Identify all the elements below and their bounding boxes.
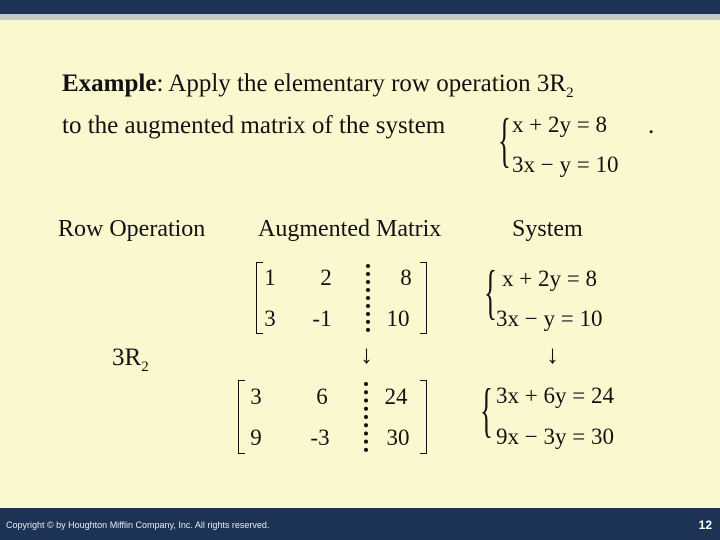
matrix2-right-bracket xyxy=(420,380,427,454)
row-operation-label: $3R_2$ xyxy=(112,344,149,375)
matrix1-cell: 2 xyxy=(320,265,332,290)
example-line-1 xyxy=(62,70,574,102)
matrix1-cell: 1 xyxy=(264,265,276,290)
system-eq-1: x + 2y = 8 xyxy=(512,112,607,137)
matrix1-cell: 8 xyxy=(400,265,412,290)
system2-eq-2: 3x − y = 10 xyxy=(496,306,603,331)
matrix2-augment-line xyxy=(364,382,368,452)
example-line-2: to the augmented matrix of the system xyxy=(62,112,446,139)
page-number: 12 xyxy=(698,518,712,532)
matrix1-augment-line xyxy=(366,264,370,332)
row-operation-subscript: 2 xyxy=(141,359,149,375)
footer-bar xyxy=(0,508,720,540)
matrix2-cell: 24 xyxy=(384,384,408,409)
matrix2-cell: 30 xyxy=(386,425,410,450)
system-eq-2: 3x − y = 10 xyxy=(512,152,619,177)
system3-eq-2: 9x − 3y = 30 xyxy=(496,424,614,449)
copyright-text: Copyright © by Houghton Mifflin Company, Inc. All rights reserved. xyxy=(6,520,270,530)
example-period: . xyxy=(648,112,655,139)
top-bar xyxy=(0,0,720,14)
system2-brace: { xyxy=(484,259,497,325)
example-text: : Apply the elementary row operation 3R xyxy=(156,70,567,97)
system-brace: { xyxy=(498,107,511,173)
matrix1-cell: 10 xyxy=(386,306,410,331)
matrix2-cell: 3 xyxy=(250,384,262,409)
header-row-operation: Row Operation xyxy=(58,216,206,242)
system3-eq-1: 3x + 6y = 24 xyxy=(496,383,614,408)
down-arrow-icon: ↓ xyxy=(546,340,559,369)
system3-brace: { xyxy=(480,377,493,443)
header-augmented-matrix: Augmented Matrix xyxy=(258,216,442,242)
matrix2-cell: 6 xyxy=(316,384,328,409)
header-system: System xyxy=(512,216,583,242)
system2-eq-1: x + 2y = 8 xyxy=(502,266,597,291)
example-label: Example xyxy=(62,70,157,97)
example-subscript: 2 xyxy=(566,85,574,101)
matrix1-cell: -1 xyxy=(312,306,332,331)
matrix1-cell: 3 xyxy=(264,306,276,331)
matrix2-cell: 9 xyxy=(250,425,262,450)
matrix2-cell: -3 xyxy=(310,425,330,450)
down-arrow-icon: ↓ xyxy=(360,340,373,369)
